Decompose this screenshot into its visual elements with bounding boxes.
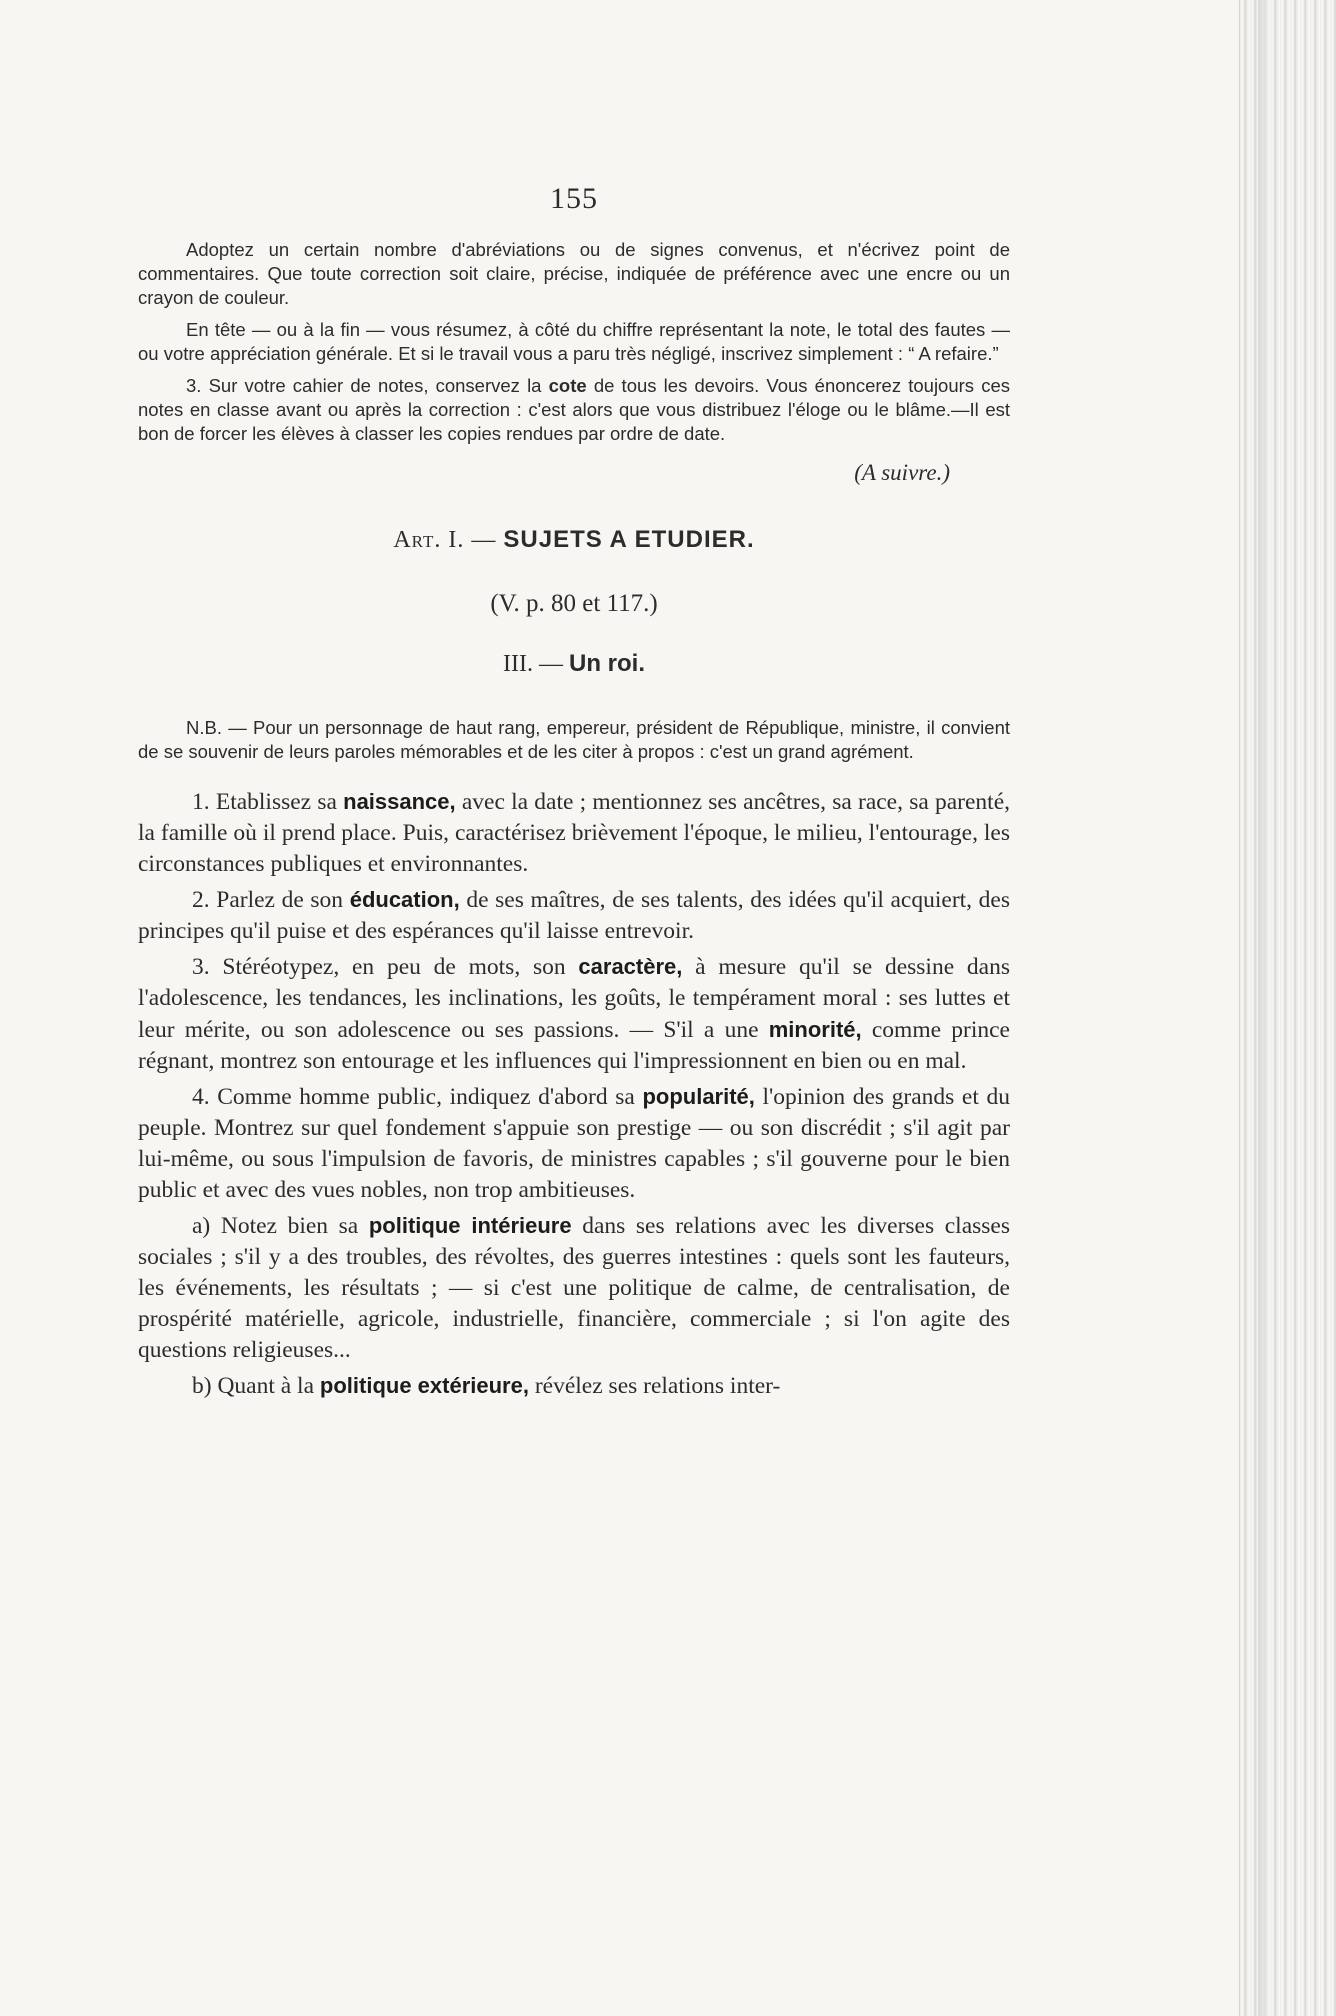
para3-rest: de tous les devoirs. Vous énoncerez toujours ces notes en classe avant ou après la correction : c'est alors que vous distribuez l'éloge ou le blâme.—Il est bon de forcer les élèves à classer les copies rendues par ordre de date.: [138, 375, 1010, 444]
article-prefix: Art. I. —: [393, 527, 504, 553]
page-number: 155: [550, 182, 598, 215]
item-4-keyword: popularité,: [642, 1084, 755, 1109]
item-b-text: b) Quant à la: [192, 1373, 320, 1399]
item-1-text: 1. Etablissez sa: [192, 789, 344, 815]
item-3-keyword-2: minorité,: [768, 1017, 862, 1042]
item-4: [138, 1081, 1010, 1206]
para3-start: 3. Sur votre cahier de notes, conservez la: [186, 375, 549, 396]
subtitle-heading: [138, 650, 1010, 678]
article-heading: [138, 526, 1010, 554]
item-4-text: 4. Comme homme public, indiquez d'abord sa: [192, 1084, 643, 1110]
item-3-rest: comme prince régnant, montrez son entourage et les influences qui l'impressionnent en bien ou en mal.: [138, 1017, 1010, 1074]
nb-text: N.B. — Pour un personnage de haut rang, empereur, président de République, ministre, il convient de se souvenir de leurs paroles mémorables et de les citer à propos : c'est un grand agrément.: [138, 717, 1010, 762]
item-4-rest: l'opinion des grands et du peuple. Montrez sur quel fondement s'appuie son prestige — ou son discrédit ; s'il agit par lui-même, ou sous l'impulsion de favoris, de ministres capables ; s'il gouverne pour le bien public et avec des vues nobles, non trop ambitieuses.: [138, 1084, 1010, 1203]
item-1-rest: avec la date ; mentionnez ses ancêtres, sa race, sa parenté, la famille où il prend place. Puis, caractérisez brièvement l'époque, le milieu, l'entourage, les circonstances publiques et environnantes.: [138, 789, 1011, 877]
article-title: SUJETS A ETUDIER.: [503, 526, 755, 553]
item-2-text: 2. Parlez de son: [192, 887, 350, 913]
item-3: [138, 951, 1010, 1077]
item-b: [138, 1370, 1010, 1402]
item-2-keyword: éducation,: [349, 887, 460, 912]
item-a: [138, 1210, 1010, 1366]
body-section: [138, 786, 1010, 1402]
item-a-text: a) Notez bien sa: [192, 1213, 369, 1239]
item-a-rest: dans ses relations avec les diverses classes sociales ; s'il y a des troubles, des révoltes, des guerres intestines : quels sont les fauteurs, les événements, les résultats ; — si c'est une politique de calme, de centralisation, de prospérité matérielle, agricole, industrielle, financière, commerciale ; si l'on agite des questions religieuses...: [138, 1213, 1010, 1363]
item-3-mid: à mesure qu'il se dessine dans l'adolescence, les tendances, les inclinations, les goûts, le tempérament moral : ses luttes et leur mérite, ou son adolescence ou ses passions. — S'il a une: [138, 954, 1010, 1043]
intro-section: [138, 238, 1010, 446]
item-3-keyword: caractère,: [578, 954, 683, 979]
item-b-keyword: politique extérieure,: [319, 1373, 529, 1398]
page-content: [138, 182, 1010, 1406]
a-suivre: (A suivre.): [854, 460, 950, 485]
subtitle-title: Un roi.: [568, 650, 645, 677]
item-1-keyword: naissance,: [343, 789, 456, 814]
page-edge-shade: [1258, 0, 1268, 2016]
item-2-rest: de ses maîtres, de ses talents, des idées qu'il acquiert, des principes qu'il puise et des espérances qu'il laisse entrevoir.: [138, 887, 1011, 944]
intro-paragraph-1: Adoptez un certain nombre d'abréviations ou de signes convenus, et n'écrivez point de commentaires. Que toute correction soit claire, précise, indiquée de préférence avec une encre ou un crayon de couleur.: [138, 239, 1010, 308]
page-reference: (V. p. 80 et 117.): [490, 590, 658, 617]
cote-word: cote: [548, 375, 587, 396]
item-3-text: 3. Stéréotypez, en peu de mots, son: [192, 954, 579, 980]
item-2: [138, 884, 1010, 947]
item-b-rest: révélez ses relations inter-: [528, 1373, 781, 1399]
item-1: [138, 786, 1010, 880]
page-edge: [1239, 0, 1336, 2016]
intro-paragraph-2: En tête — ou à la fin — vous résumez, à côté du chiffre représentant la note, le total des fautes — ou votre appréciation générale. Et si le travail vous a paru très négligé, inscrivez simplement : “ A refaire.”: [138, 319, 1010, 364]
intro-paragraph-3: [138, 374, 1010, 446]
subtitle-prefix: III. —: [503, 651, 569, 677]
item-a-keyword: politique intérieure: [368, 1213, 572, 1238]
nb-note: [138, 716, 1010, 764]
